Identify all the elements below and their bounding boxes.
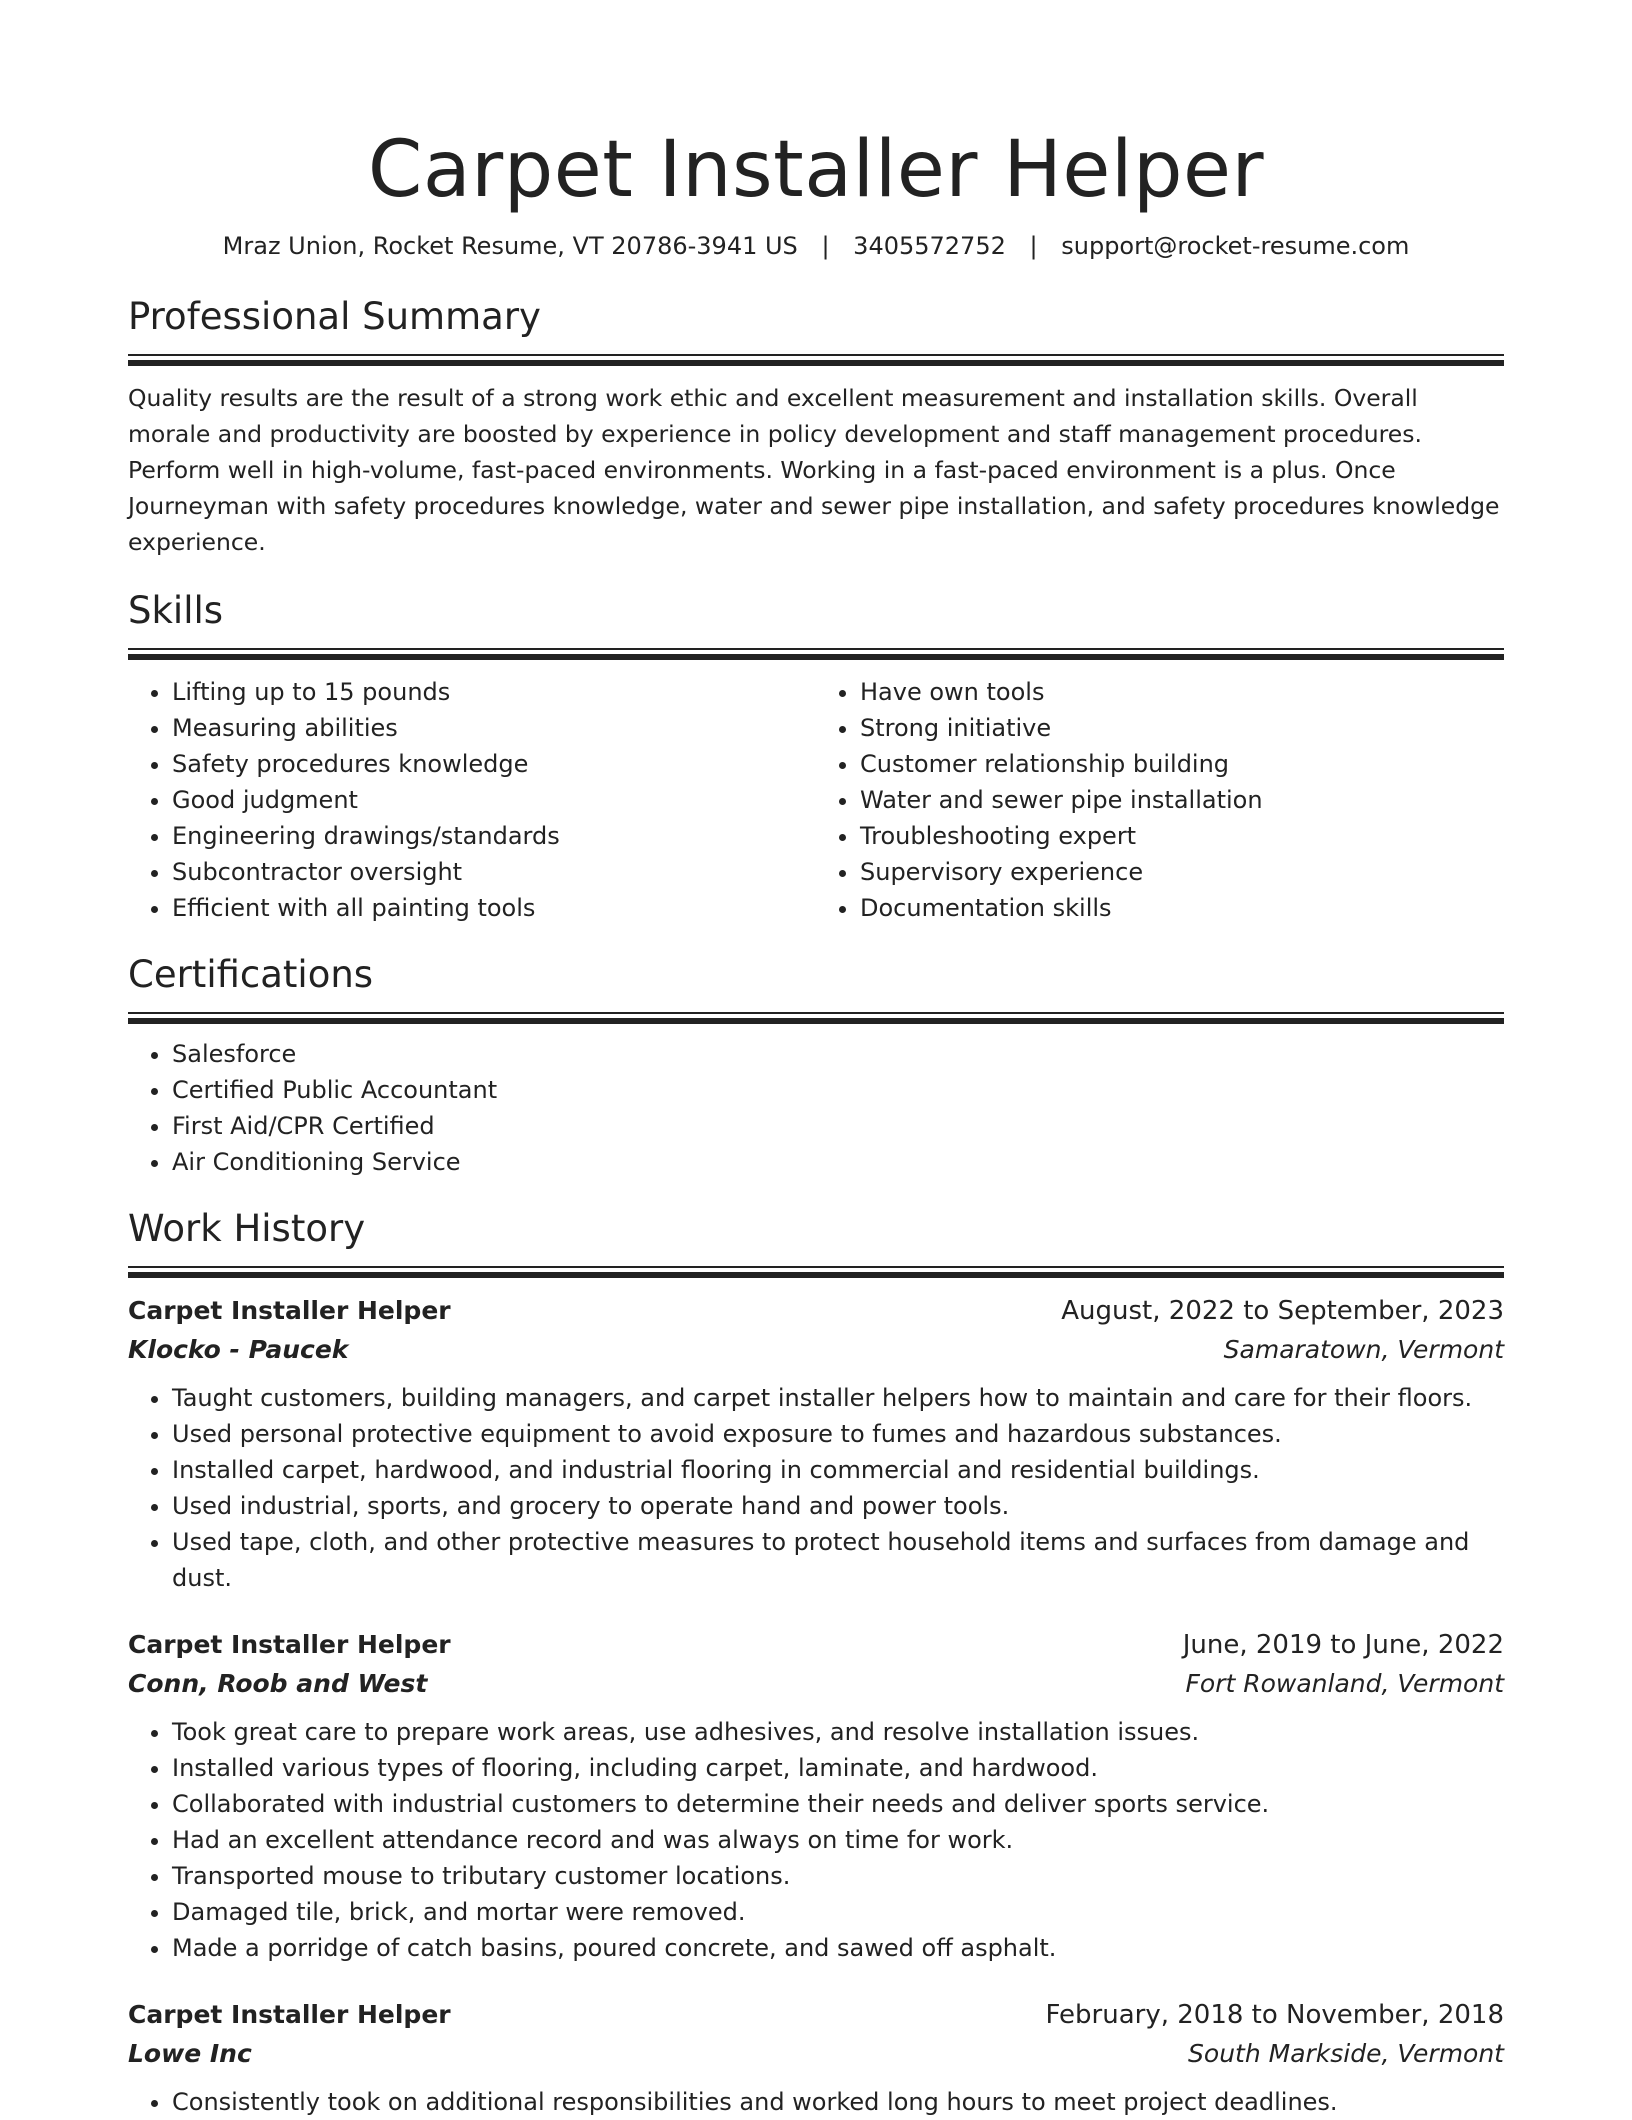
section-title-skills: Skills xyxy=(128,589,224,632)
job-company: Lowe Inc xyxy=(128,2039,252,2068)
section-divider xyxy=(128,648,1504,660)
job-bullet: • Installed carpet, hardwood, and industrial flooring in commercial and residential buildings. xyxy=(172,1452,1504,1488)
resume-page xyxy=(128,0,1504,2120)
skill-item: • Efficient with all painting tools xyxy=(172,890,816,926)
skill-item: • Subcontractor oversight xyxy=(172,854,816,890)
job-bullet: • Used personal protective equipment to avoid exposure to fumes and hazardous substances. xyxy=(172,1416,1504,1452)
job-bullet: • Had an excellent attendance record and was always on time for work. xyxy=(172,1822,1504,1858)
job-entry xyxy=(128,1626,1504,1966)
certifications-list xyxy=(128,1036,1504,1180)
job-bullet: • Damaged tile, brick, and mortar were removed. xyxy=(172,1894,1504,1930)
section-divider xyxy=(128,1012,1504,1024)
contact-line xyxy=(128,228,1504,264)
certification-item: • Salesforce xyxy=(172,1036,1504,1072)
skill-item: • Have own tools xyxy=(860,674,1504,710)
job-entry xyxy=(128,1292,1504,1596)
job-bullet: • Collaborated with industrial customers to determine their needs and deliver sports service. xyxy=(172,1786,1504,1822)
skills-grid xyxy=(128,674,1504,926)
certification-item: • First Aid/CPR Certified xyxy=(172,1108,1504,1144)
job-bullet: • Taught customers, building managers, and carpet installer helpers how to maintain and care for their floors. xyxy=(172,1380,1504,1416)
section-title-work-history: Work History xyxy=(128,1207,366,1250)
job-bullet: • Used industrial, sports, and grocery to operate hand and power tools. xyxy=(172,1488,1504,1524)
job-company: Conn, Roob and West xyxy=(128,1669,428,1698)
section-divider xyxy=(128,354,1504,366)
summary-text: Quality results are the result of a strong work ethic and excellent measurement and installation skills. Overall morale and productivity are boosted by experience in policy development and staff management procedures. Perform well in high-volume, fast-paced environments. Working in a fast-paced environment is a plus. Once Journeyman with safety procedures knowledge, water and sewer pipe installation, and safety procedures knowledge experience. xyxy=(128,384,1500,556)
job-location: Fort Rowanland, Vermont xyxy=(1185,1669,1504,1698)
job-dates: August, 2022 to September, 2023 xyxy=(1061,1296,1504,1326)
job-title: Carpet Installer Helper xyxy=(128,1296,451,1325)
job-bullet: • Installed various types of flooring, including carpet, laminate, and hardwood. xyxy=(172,1750,1504,1786)
contact-email: support@rocket-resume.com xyxy=(1061,232,1410,260)
job-company: Klocko - Paucek xyxy=(128,1335,349,1364)
skill-item: • Lifting up to 15 pounds xyxy=(172,674,816,710)
job-bullet-list xyxy=(128,1380,1504,1596)
contact-address: Mraz Union, Rocket Resume, VT 20786-3941 US xyxy=(222,232,798,260)
section-title-summary: Professional Summary xyxy=(128,295,541,338)
job-header xyxy=(128,1626,1504,1664)
skills-section xyxy=(128,588,1504,926)
contact-separator: | xyxy=(821,232,830,260)
job-title: Carpet Installer Helper xyxy=(128,1630,451,1659)
section-title-certifications: Certifications xyxy=(128,953,374,996)
skill-item: • Measuring abilities xyxy=(172,710,816,746)
certification-item: • Air Conditioning Service xyxy=(172,1144,1504,1180)
skill-item: • Documentation skills xyxy=(860,890,1504,926)
skills-column-left xyxy=(128,674,816,926)
skill-item: • Troubleshooting expert xyxy=(860,818,1504,854)
skill-item: • Supervisory experience xyxy=(860,854,1504,890)
job-subheader xyxy=(128,1330,1504,1370)
contact-phone: 3405572752 xyxy=(853,232,1006,260)
section-divider xyxy=(128,1266,1504,1278)
skill-item: • Water and sewer pipe installation xyxy=(860,782,1504,818)
job-bullet: • Consistently took on additional responsibilities and worked long hours to meet project deadlines. xyxy=(172,2084,1504,2120)
job-title: Carpet Installer Helper xyxy=(128,2000,451,2029)
skills-column-right xyxy=(816,674,1504,926)
contact-separator: | xyxy=(1029,232,1038,260)
skill-item: • Customer relationship building xyxy=(860,746,1504,782)
skill-item: • Safety procedures knowledge xyxy=(172,746,816,782)
summary-section xyxy=(128,294,1504,560)
job-subheader xyxy=(128,1664,1504,1704)
job-location: Samaratown, Vermont xyxy=(1223,1335,1504,1364)
resume-name: Carpet Installer Helper xyxy=(367,125,1265,215)
job-header xyxy=(128,1996,1504,2034)
skill-item: • Strong initiative xyxy=(860,710,1504,746)
certifications-section xyxy=(128,952,1504,1180)
job-bullet: • Used tape, cloth, and other protective measures to protect household items and surfaces from damage and dust. xyxy=(172,1524,1504,1596)
job-bullet-list xyxy=(128,1714,1504,1966)
job-header xyxy=(128,1292,1504,1330)
job-location: South Markside, Vermont xyxy=(1188,2039,1504,2068)
job-bullet: • Took great care to prepare work areas, use adhesives, and resolve installation issues. xyxy=(172,1714,1504,1750)
job-bullet: • Transported mouse to tributary customer locations. xyxy=(172,1858,1504,1894)
job-bullet-list xyxy=(128,2084,1504,2120)
certification-item: • Certified Public Accountant xyxy=(172,1072,1504,1108)
skill-item: • Good judgment xyxy=(172,782,816,818)
job-dates: February, 2018 to November, 2018 xyxy=(1045,2000,1504,2030)
job-subheader xyxy=(128,2034,1504,2074)
job-entry xyxy=(128,1996,1504,2120)
work-history-section xyxy=(128,1206,1504,2120)
job-dates: June, 2019 to June, 2022 xyxy=(1182,1630,1504,1660)
job-bullet: • Made a porridge of catch basins, poured concrete, and sawed off asphalt. xyxy=(172,1930,1504,1966)
skill-item: • Engineering drawings/standards xyxy=(172,818,816,854)
